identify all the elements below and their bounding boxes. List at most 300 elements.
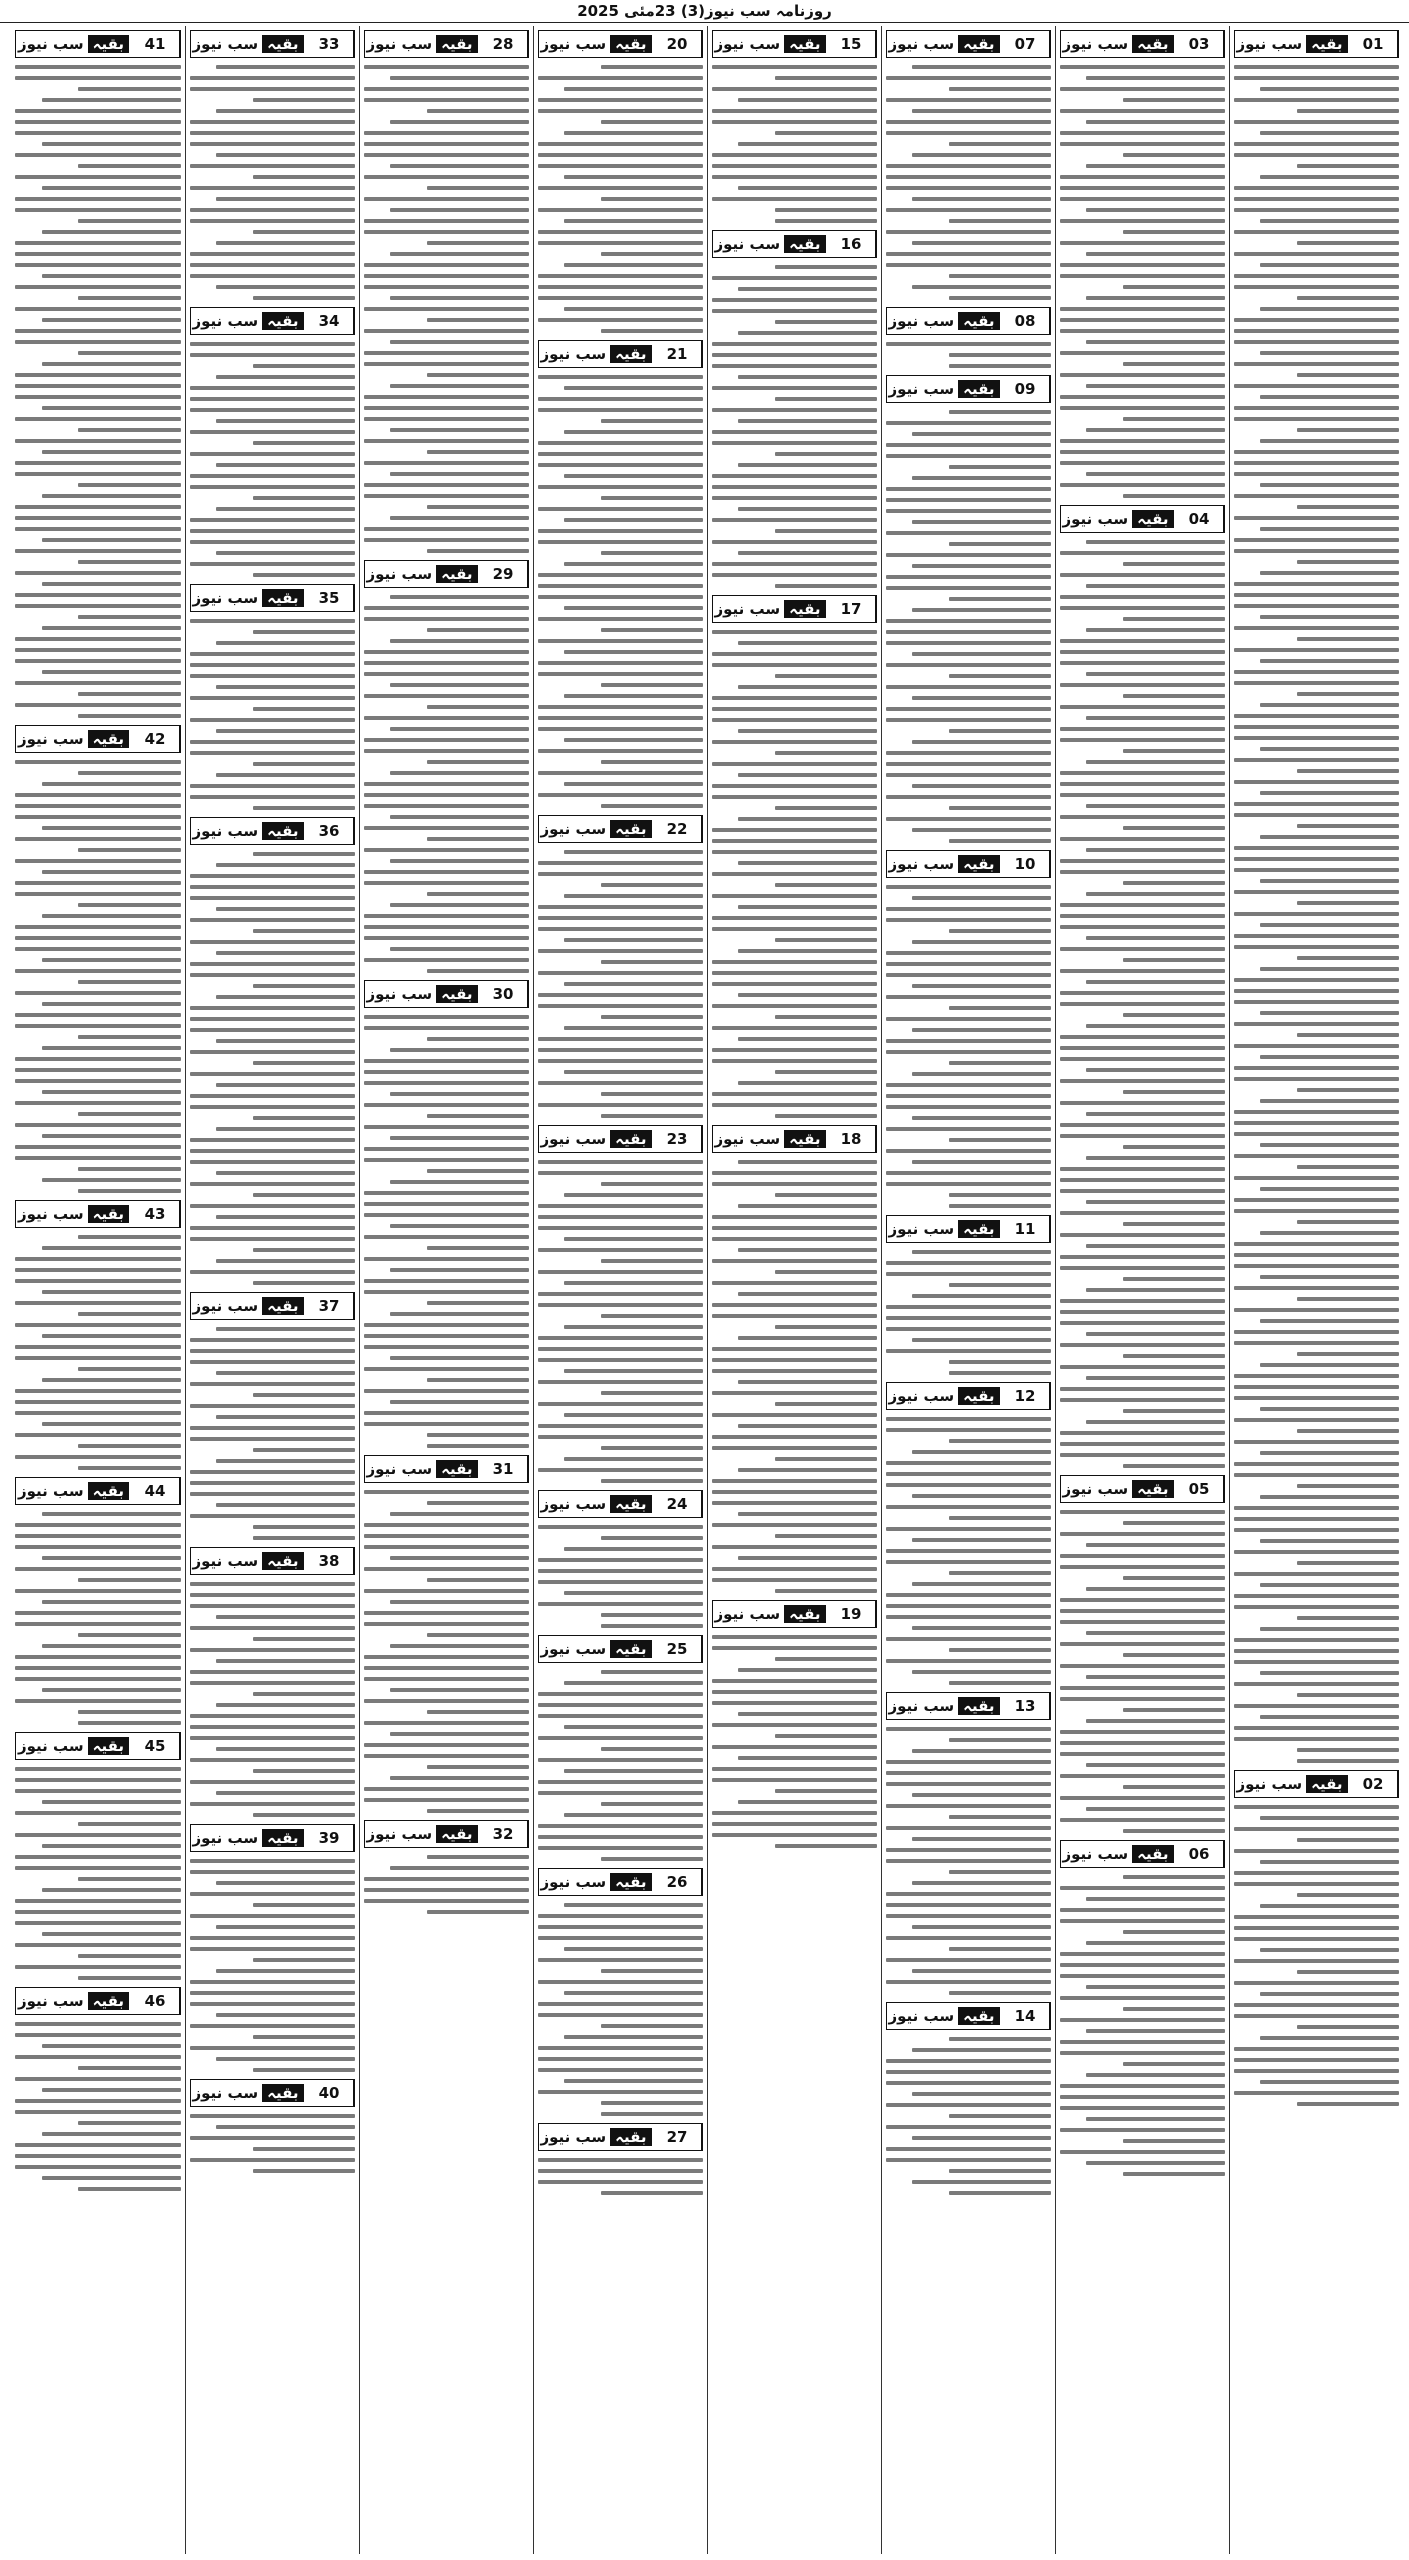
text-line — [712, 573, 877, 577]
text-line — [1234, 98, 1399, 102]
text-line — [1123, 694, 1225, 698]
text-line — [712, 496, 877, 500]
text-line — [216, 375, 355, 379]
brand-prefix: بقیہ — [88, 1737, 129, 1755]
text-line — [190, 219, 355, 223]
text-line — [1086, 1719, 1225, 1723]
text-line — [190, 1758, 355, 1762]
body-text — [538, 375, 703, 808]
text-line — [1060, 1996, 1225, 2000]
text-line — [42, 2088, 181, 2092]
text-line — [886, 186, 1051, 190]
text-line — [886, 962, 1051, 966]
text-line — [1260, 747, 1399, 751]
text-line — [1260, 1495, 1399, 1499]
section-brand — [1235, 1771, 1349, 1797]
text-line — [912, 564, 1051, 568]
text-line — [949, 274, 1051, 278]
text-line — [738, 98, 877, 102]
text-line — [42, 2176, 181, 2180]
body-text — [190, 852, 355, 1285]
text-line — [15, 120, 181, 124]
text-line — [538, 318, 703, 322]
text-line — [1086, 1807, 1225, 1811]
text-line — [738, 773, 877, 777]
section-brand — [191, 585, 305, 611]
text-line — [1086, 76, 1225, 80]
text-line — [538, 1358, 703, 1362]
text-line — [364, 716, 529, 720]
text-line — [1260, 1055, 1399, 1059]
text-line — [1060, 1796, 1225, 1800]
text-line — [712, 197, 877, 201]
section-header — [190, 1292, 355, 1320]
text-line — [538, 2090, 703, 2094]
section-header — [15, 30, 181, 58]
text-line — [1234, 2058, 1399, 2062]
brand-prefix: بقیہ — [958, 1387, 999, 1405]
text-line — [15, 340, 181, 344]
section-header — [1060, 1840, 1225, 1868]
brand-suffix: سب نیوز — [18, 35, 84, 53]
text-line — [1297, 1759, 1399, 1763]
text-line — [912, 828, 1051, 832]
text-line — [1086, 1244, 1225, 1248]
text-line — [886, 586, 1051, 590]
text-line — [1234, 1638, 1399, 1642]
text-line — [427, 109, 529, 113]
text-line — [1260, 571, 1399, 575]
text-line — [1123, 1277, 1225, 1281]
text-line — [78, 980, 181, 984]
text-line — [1060, 1167, 1225, 1171]
text-line — [538, 716, 703, 720]
section-number: 15 — [827, 31, 876, 57]
text-line — [1260, 351, 1399, 355]
text-line — [1060, 914, 1225, 918]
text-line — [1297, 692, 1399, 696]
text-line — [15, 1965, 181, 1969]
text-line — [1060, 727, 1225, 731]
text-line — [15, 1268, 181, 1272]
text-line — [216, 1791, 355, 1795]
text-line — [712, 1690, 877, 1694]
text-line — [364, 672, 529, 676]
text-line — [912, 1793, 1051, 1797]
text-line — [712, 1004, 877, 1008]
text-line — [949, 1006, 1051, 1010]
section-number: 29 — [479, 561, 528, 587]
text-line — [15, 804, 181, 808]
text-line — [1060, 771, 1225, 775]
text-line — [1234, 1341, 1399, 1345]
text-line — [1234, 538, 1399, 542]
brand-prefix: بقیہ — [784, 600, 825, 618]
text-line — [190, 1681, 355, 1685]
text-line — [42, 98, 181, 102]
text-line — [564, 1237, 703, 1241]
text-line — [253, 1393, 355, 1397]
text-line — [427, 1809, 529, 1813]
text-line — [1234, 120, 1399, 124]
text-line — [601, 1446, 703, 1450]
text-line — [216, 773, 355, 777]
text-line — [775, 208, 877, 212]
text-line — [390, 1512, 529, 1516]
text-line — [78, 164, 181, 168]
text-line — [190, 1514, 355, 1518]
text-line — [427, 1578, 529, 1582]
text-line — [15, 1545, 181, 1549]
continuation-section — [364, 30, 529, 553]
section-brand — [713, 1126, 827, 1152]
text-line — [190, 1149, 355, 1153]
text-line — [1060, 1343, 1225, 1347]
text-line — [538, 2046, 703, 2050]
text-line — [1086, 1543, 1225, 1547]
text-line — [1060, 1919, 1225, 1923]
section-brand — [539, 816, 653, 842]
text-line — [1060, 142, 1225, 146]
text-line — [190, 1780, 355, 1784]
body-text — [15, 2022, 181, 2191]
text-line — [390, 903, 529, 907]
text-line — [601, 2112, 703, 2116]
text-line — [738, 1248, 877, 1252]
text-line — [1060, 1664, 1225, 1668]
text-line — [427, 969, 529, 973]
text-line — [1260, 527, 1399, 531]
text-line — [15, 1024, 181, 1028]
text-line — [886, 817, 1051, 821]
text-line — [1060, 1908, 1225, 1912]
text-line — [538, 208, 703, 212]
text-line — [390, 1732, 529, 1736]
text-line — [738, 287, 877, 291]
text-line — [1060, 439, 1225, 443]
continuation-section — [538, 30, 703, 333]
continuation-section — [886, 375, 1051, 843]
text-line — [253, 175, 355, 179]
text-line — [538, 905, 703, 909]
continuation-section — [15, 725, 181, 1193]
text-line — [364, 1257, 529, 1261]
text-line — [1060, 2095, 1225, 2099]
text-line — [712, 1413, 877, 1417]
text-line — [886, 973, 1051, 977]
text-line — [775, 529, 877, 533]
text-line — [190, 718, 355, 722]
text-line — [15, 1899, 181, 1903]
text-line — [15, 2165, 181, 2169]
text-line — [15, 285, 181, 289]
text-line — [15, 1400, 181, 1404]
text-line — [1297, 1297, 1399, 1301]
text-line — [364, 617, 529, 621]
text-line — [886, 641, 1051, 645]
continuation-section — [538, 2123, 703, 2195]
text-line — [538, 529, 703, 533]
continuation-section — [538, 1868, 703, 2116]
text-line — [949, 1815, 1051, 1819]
continuation-section — [1060, 505, 1225, 1468]
text-line — [738, 419, 877, 423]
text-line — [949, 839, 1051, 843]
text-line — [427, 1710, 529, 1714]
text-line — [738, 1292, 877, 1296]
section-brand — [887, 31, 1001, 57]
text-line — [216, 1615, 355, 1619]
text-line — [42, 1178, 181, 1182]
text-line — [1234, 1330, 1399, 1334]
text-line — [1060, 1178, 1225, 1182]
text-line — [738, 1468, 877, 1472]
text-line — [15, 472, 181, 476]
section-number: 12 — [1001, 1383, 1050, 1409]
text-line — [538, 672, 703, 676]
text-line — [538, 463, 703, 467]
text-line — [1060, 1321, 1225, 1325]
text-line — [1234, 725, 1399, 729]
body-text — [712, 265, 877, 588]
brand-prefix: بقیہ — [610, 820, 651, 838]
text-line — [42, 274, 181, 278]
text-line — [538, 296, 703, 300]
text-line — [216, 65, 355, 69]
text-line — [1060, 903, 1225, 907]
text-line — [712, 1226, 877, 1230]
text-line — [1234, 1660, 1399, 1664]
text-line — [190, 1349, 355, 1353]
text-line — [712, 364, 877, 368]
text-line — [775, 1114, 877, 1118]
text-line — [1297, 1693, 1399, 1697]
text-line — [15, 1778, 181, 1782]
continuation-section — [886, 1215, 1051, 1375]
text-line — [42, 186, 181, 190]
text-line — [1086, 540, 1225, 544]
text-line — [15, 1156, 181, 1160]
text-line — [775, 219, 877, 223]
text-line — [216, 1371, 355, 1375]
text-line — [1234, 758, 1399, 762]
section-brand — [539, 1491, 653, 1517]
text-line — [949, 1061, 1051, 1065]
brand-prefix: بقیہ — [1132, 1845, 1173, 1863]
text-line — [364, 527, 529, 531]
text-line — [712, 740, 877, 744]
text-line — [15, 1455, 181, 1459]
body-text — [364, 65, 529, 553]
text-line — [190, 962, 355, 966]
text-line — [712, 1822, 877, 1826]
text-line — [712, 562, 877, 566]
text-line — [78, 1954, 181, 1958]
text-line — [216, 1969, 355, 1973]
text-line — [1060, 1686, 1225, 1690]
text-line — [886, 1083, 1051, 1087]
text-line — [886, 1105, 1051, 1109]
text-line — [190, 1160, 355, 1164]
text-line — [886, 1903, 1051, 1907]
text-line — [15, 1523, 181, 1527]
text-line — [1297, 1893, 1399, 1897]
section-number: 37 — [305, 1293, 354, 1319]
text-line — [390, 208, 529, 212]
text-line — [738, 142, 877, 146]
text-line — [15, 703, 181, 707]
text-line — [949, 1360, 1051, 1364]
text-line — [364, 1611, 529, 1615]
text-line — [1297, 1429, 1399, 1433]
text-line — [601, 2024, 703, 2028]
body-text — [190, 1582, 355, 1817]
brand-suffix: سب نیوز — [192, 822, 259, 840]
text-line — [1234, 1044, 1399, 1048]
text-line — [190, 1138, 355, 1142]
text-line — [1297, 505, 1399, 509]
text-line — [364, 1743, 529, 1747]
text-line — [1060, 782, 1225, 786]
text-line — [1060, 573, 1225, 577]
section-header — [15, 1477, 181, 1505]
continuation-section — [190, 2079, 355, 2173]
text-line — [886, 1483, 1051, 1487]
section-number: 04 — [1175, 506, 1224, 532]
text-line — [712, 87, 877, 91]
text-line — [216, 241, 355, 245]
text-line — [15, 2110, 181, 2114]
section-header — [538, 2123, 703, 2151]
text-line — [886, 1593, 1051, 1597]
text-line — [912, 1881, 1051, 1885]
text-line — [1123, 1653, 1225, 1657]
text-line — [15, 1068, 181, 1072]
text-line — [42, 2044, 181, 2048]
text-line — [78, 1721, 181, 1725]
text-line — [1060, 1609, 1225, 1613]
text-line — [364, 1147, 529, 1151]
section-header — [1234, 30, 1399, 58]
text-line — [712, 1182, 877, 1186]
text-line — [42, 1378, 181, 1382]
text-line — [190, 518, 355, 522]
text-line — [1234, 1077, 1399, 1081]
brand-prefix: بقیہ — [262, 2084, 303, 2102]
section-brand — [539, 31, 653, 57]
text-line — [15, 76, 181, 80]
section-header — [364, 1455, 529, 1483]
text-line — [216, 1171, 355, 1175]
text-line — [564, 1725, 703, 1729]
text-line — [1297, 1616, 1399, 1620]
brand-prefix: بقیہ — [1306, 1775, 1347, 1793]
section-number: 24 — [653, 1491, 702, 1517]
section-brand — [887, 376, 1001, 402]
text-line — [912, 520, 1051, 524]
text-line — [1060, 219, 1225, 223]
text-line — [1086, 1068, 1225, 1072]
text-line — [912, 940, 1051, 944]
brand-prefix: بقیہ — [610, 1640, 651, 1658]
text-line — [1123, 153, 1225, 157]
text-line — [886, 2070, 1051, 2074]
section-header — [15, 1200, 181, 1228]
text-line — [1086, 1332, 1225, 1336]
section-brand — [191, 1293, 305, 1319]
text-line — [564, 650, 703, 654]
text-line — [538, 274, 703, 278]
brand-prefix: بقیہ — [88, 1482, 129, 1500]
text-line — [364, 230, 529, 234]
text-line — [190, 896, 355, 900]
text-line — [42, 450, 181, 454]
continuation-section — [886, 30, 1051, 300]
text-line — [712, 1523, 877, 1527]
text-line — [538, 1081, 703, 1085]
text-line — [564, 1769, 703, 1773]
body-text — [1234, 1805, 1399, 2106]
text-line — [1060, 1233, 1225, 1237]
text-line — [190, 740, 355, 744]
text-line — [253, 1525, 355, 1529]
text-line — [1060, 1002, 1225, 1006]
text-line — [886, 553, 1051, 557]
text-line — [538, 1292, 703, 1296]
text-line — [253, 1116, 355, 1120]
text-line — [712, 1446, 877, 1450]
continuation-section — [1060, 30, 1225, 498]
text-line — [538, 872, 703, 876]
text-line — [601, 496, 703, 500]
text-line — [1060, 1774, 1225, 1778]
text-line — [42, 1600, 181, 1604]
text-line — [190, 940, 355, 944]
text-line — [1234, 2069, 1399, 2073]
section-number: 40 — [305, 2080, 354, 2106]
text-line — [216, 729, 355, 733]
text-line — [1234, 1286, 1399, 1290]
text-line — [15, 549, 181, 553]
text-line — [42, 406, 181, 410]
text-line — [78, 428, 181, 432]
text-line — [1123, 826, 1225, 830]
text-line — [538, 408, 703, 412]
text-line — [538, 153, 703, 157]
text-line — [712, 1679, 877, 1683]
text-line — [538, 76, 703, 80]
text-line — [15, 969, 181, 973]
text-line — [427, 318, 529, 322]
text-line — [190, 274, 355, 278]
text-line — [78, 1189, 181, 1193]
section-header — [712, 1600, 877, 1628]
section-brand — [539, 1636, 653, 1662]
section-brand — [539, 2124, 653, 2150]
text-line — [738, 507, 877, 511]
section-number: 14 — [1001, 2003, 1050, 2029]
text-line — [1086, 252, 1225, 256]
text-line — [15, 1013, 181, 1017]
text-line — [712, 850, 877, 854]
text-line — [364, 1279, 529, 1283]
text-line — [949, 410, 1051, 414]
text-line — [738, 1424, 877, 1428]
text-line — [886, 2147, 1051, 2151]
brand-prefix: بقیہ — [958, 2007, 999, 2025]
text-line — [390, 727, 529, 731]
text-line — [912, 696, 1051, 700]
